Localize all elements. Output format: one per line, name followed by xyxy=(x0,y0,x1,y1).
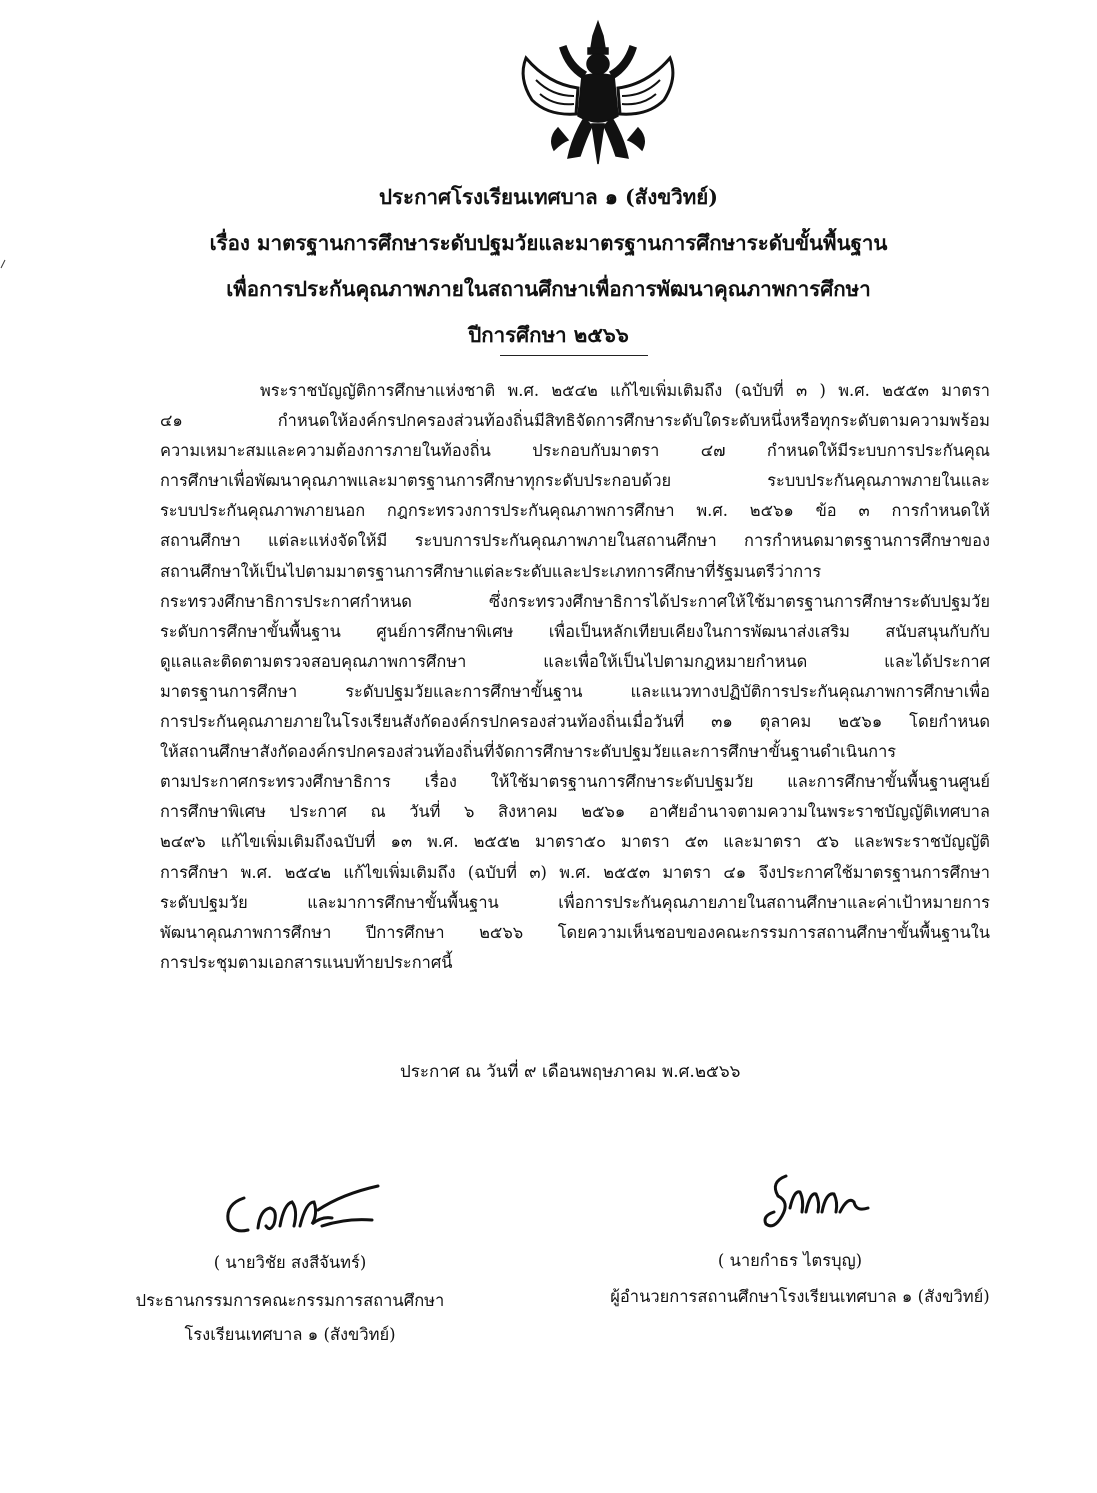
left-signer-organization: โรงเรียนเทศบาล ๑ (สังขวิทย์) xyxy=(184,1325,396,1344)
body-line: ความเหมาะสมและความต้องการภายในท้องถิ่น ประกอบกับมาตรา ๔๗ กำหนดให้มีระบบการประกันคุณ xyxy=(160,441,990,461)
scan-mark xyxy=(0,254,6,264)
body-line: การประกันคุณภายภายในโรงเรียนสังกัดองค์กรปกครองส่วนท้องถิ่นเมื่อวันที่ ๓๑ ตุลาคม ๒๕๖๑ โดยกำหนด xyxy=(160,712,990,732)
header-line-4: ปีการศึกษา ๒๕๖๖ xyxy=(468,323,629,347)
body-line: ตามประกาศกระทรวงศึกษาธิการ เรื่อง ให้ใช้มาตรฐานการศึกษาระดับปฐมวัย และการศึกษาขั้นพื้นฐานศูนย์ xyxy=(160,772,990,792)
body-line: สถานศึกษาให้เป็นไปตามมาตรฐานการศึกษาแต่ละระดับและประเภทการศึกษาที่รัฐมนตรีว่าการ xyxy=(160,561,822,581)
header-line-2: เรื่อง มาตรฐานการศึกษาระดับปฐมวัยและมาตรฐานการศึกษาระดับขั้นพื้นฐาน xyxy=(209,231,888,255)
body-line: พระราชบัญญัติการศึกษาแห่งชาติ พ.ศ. ๒๕๔๒ แก้ไขเพิ่มเติมถึง (ฉบับที่ ๓ ) พ.ศ. ๒๕๕๓ มาตรา xyxy=(260,381,990,400)
body-line: การประชุม ตามเอกสารแนบท้ายประกาศนี้ xyxy=(160,952,453,972)
left-signer-role: ประธานกรรมการคณะกรรมการสถานศึกษา xyxy=(135,1291,445,1310)
body-line: ดูแลและติดตามตรวจสอบคุณภาพการศึกษา และเพื่อให้เป็นไปตามกฎหมายกำหนด และได้ประกาศ xyxy=(160,651,990,671)
body-line: มาตรฐานการศึกษา ระดับปฐมวัยและการศึกษาขั้นฐาน และแนวทางปฏิบัติการประกันคุณภาพการศึกษาเพื่อ xyxy=(160,681,990,701)
body-line: การศึกษา พ.ศ. ๒๕๔๒ แก้ไขเพิ่มเติมถึง (ฉบับที่ ๓) พ.ศ. ๒๕๕๓ มาตรา ๔๑ จึงประกาศใช้มาตรฐานการศึกษา xyxy=(160,862,990,882)
body-line: ระดับปฐมวัย และมาการศึกษาขั้นพื้นฐาน เพื่อการประกันคุณภายภายในสถานศึกษาและค่าเป้าหมายการ xyxy=(160,892,990,912)
body-line: ๒๔๙๖ แก้ไขเพิ่มเติมถึงฉบับที่ ๑๓ พ.ศ. ๒๕๕๒ มาตรา๕๐ มาตรา ๕๓ และมาตรา ๕๖ และพระราชบัญญัติ xyxy=(160,832,990,852)
document-body xyxy=(160,376,990,978)
right-signer-role: ผู้อำนวยการสถานศึกษาโรงเรียนเทศบาล ๑ (สังขวิทย์) xyxy=(610,1287,990,1306)
right-signer-name: ( นายกำธร ไตรบุญ) xyxy=(717,1251,863,1270)
header-line-1: ประกาศโรงเรียนเทศบาล ๑ (สังขวิทย์) xyxy=(379,185,718,209)
left-signer-name: ( นายวิชัย สงสีจันทร์) xyxy=(213,1253,367,1272)
body-line: ให้สถานศึกษาสังกัดองค์กรปกครองส่วนท้องถิ่นที่จัดการศึกษาระดับปฐมวัยและการศึกษาขั้นฐานดำเนินการ xyxy=(160,742,897,762)
body-line: ๔๑ กำหนดให้องค์กรปกครองส่วนท้องถิ่นมีสิทธิจัดการศึกษาระดับใดระดับหนึ่งหรือทุกระดับตามความพร้อม xyxy=(160,411,990,431)
header-divider xyxy=(500,355,648,356)
document-header xyxy=(150,174,947,358)
header-line-3: เพื่อการประกันคุณภาพภายในสถานศึกษาเพื่อการพัฒนาคุณภาพการศึกษา xyxy=(226,277,871,301)
body-line: ระดับการศึกษาขั้นพื้นฐาน ศูนย์การศึกษาพิเศษ เพื่อเป็นหลักเทียบเคียงในการพัฒนาส่งเสริม สนับสนุนกับกับ xyxy=(160,621,990,641)
body-line: สถานศึกษา แต่ละแห่งจัดให้มี ระบบการประกันคุณภาพภายในสถานศึกษา การกำหนดมาตรฐานการศึกษาของ xyxy=(160,531,990,551)
body-line: กระทรวงศึกษาธิการประกาศกำหนด ซึ่งกระทรวงศึกษาธิการได้ประกาศให้ใช้มาตรฐานการศึกษาระดับปฐมวัย xyxy=(160,591,990,611)
left-signature-image xyxy=(222,1180,382,1240)
body-line: การศึกษาเพื่อพัฒนาคุณภาพและมาตรฐานการศึกษาทุกระดับประกอบด้วย ระบบประกันคุณภาพภายในและ xyxy=(160,471,990,491)
body-line: ระบบประกันคุณภาพภายนอก กฎกระทรวงการประกันคุณภาพการศึกษา พ.ศ. ๒๕๖๑ ข้อ ๓ การกำหนดให้ xyxy=(160,501,990,521)
garuda-emblem-icon xyxy=(508,18,688,168)
announcement-date: ประกาศ ณ วันที่ ๙ เดือนพฤษภาคม พ.ศ.๒๕๖๖ xyxy=(400,1062,741,1082)
body-line: พัฒนาคุณภาพการศึกษา ปีการศึกษา ๒๕๖๖ โดยความเห็นชอบของคณะกรรมการสถานศึกษาขั้นพื้นฐานใน xyxy=(160,922,990,942)
right-signature-image xyxy=(756,1168,876,1238)
body-line: การศึกษาพิเศษ ประกาศ ณ วันที่ ๖ สิงหาคม ๒๕๖๑ อาศัยอำนาจตามความในพระราชบัญญัติเทศบาล xyxy=(160,802,990,822)
